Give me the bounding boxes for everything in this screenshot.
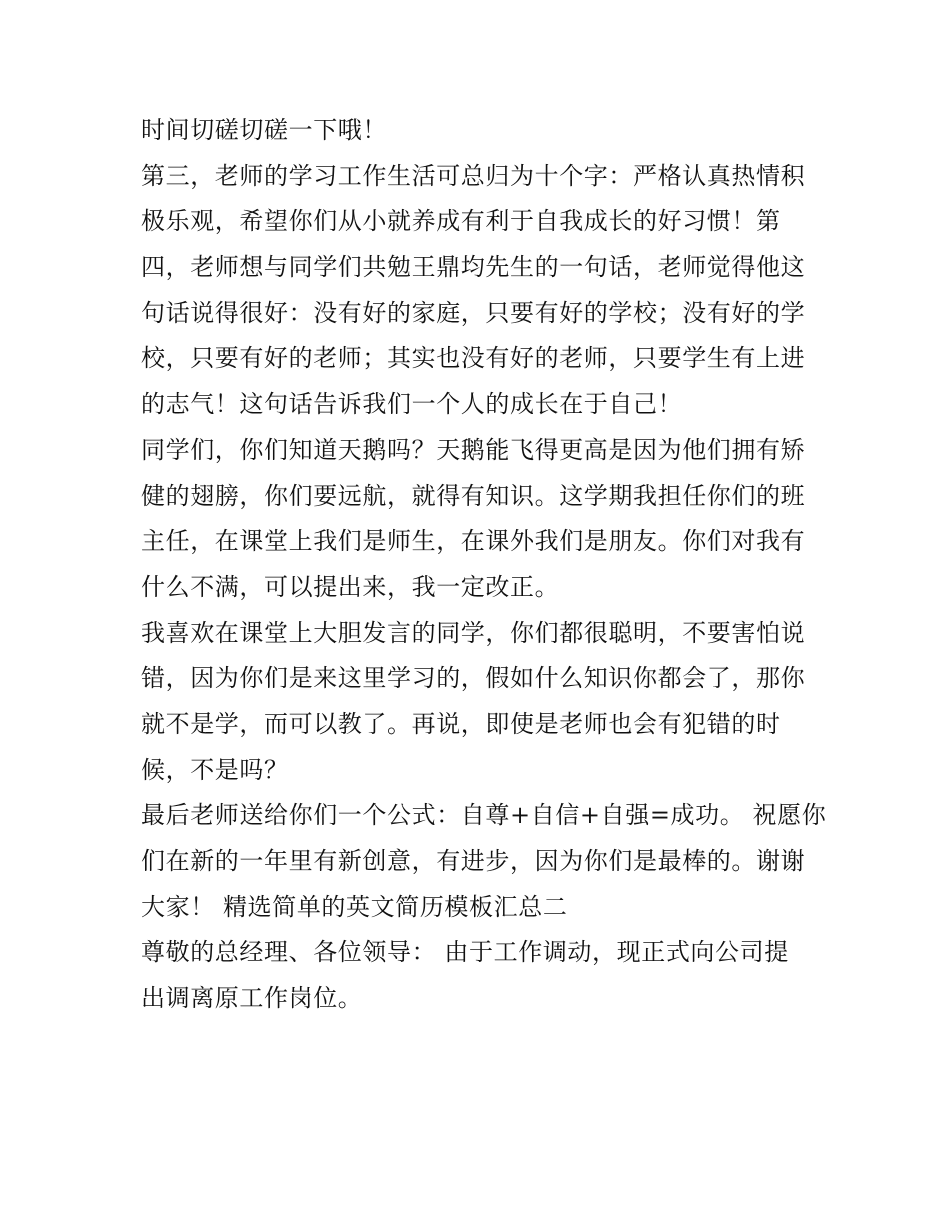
text-line: 主任，在课堂上我们是师生，在课外我们是朋友。你们对我有 xyxy=(141,527,806,556)
text-line: 句话说得很好：没有好的家庭，只要有好的学校；没有好的学 xyxy=(141,298,806,327)
text-line: 第三，老师的学习工作生活可总归为十个字：严格认真热情积 xyxy=(141,161,806,190)
text-line: 我喜欢在课堂上大胆发言的同学，你们都很聪明，不要害怕说 xyxy=(141,618,806,647)
text-line: 大家！ 精选简单的英文简历模板汇总二 xyxy=(141,892,568,921)
text-line: 四，老师想与同学们共勉王鼎均先生的一句话，老师觉得他这 xyxy=(141,253,806,282)
text-line: 出调离原工作岗位。 xyxy=(141,984,363,1013)
text-line: 就不是学，而可以教了。再说，即使是老师也会有犯错的时 xyxy=(141,709,781,738)
text-line: 尊敬的总经理、各位领导： 由于工作调动，现正式向公司提 xyxy=(141,938,789,967)
text-line: 什么不满，可以提出来，我一定改正。 xyxy=(141,572,560,601)
text-line: 候，不是吗？ xyxy=(141,755,289,784)
document-body xyxy=(141,108,827,1022)
text-line: 同学们，你们知道天鹅吗？天鹅能飞得更高是因为他们拥有矫 xyxy=(141,435,806,464)
text-line: 极乐观，希望你们从小就养成有利于自我成长的好习惯！第 xyxy=(141,207,781,236)
text-line: 最后老师送给你们一个公式：自尊+自信+自强=成功。 祝愿你 xyxy=(141,801,827,830)
text-line: 校，只要有好的老师；其实也没有好的老师，只要学生有上进 xyxy=(141,344,806,373)
text-line: 错，因为你们是来这里学习的，假如什么知识你都会了，那你 xyxy=(141,664,806,693)
text-line: 时间切磋切磋一下哦！ xyxy=(141,116,387,144)
text-line: 们在新的一年里有新创意，有进步，因为你们是最棒的。谢谢 xyxy=(141,847,806,875)
text-line: 的志气！这句话告诉我们一个人的成长在于自己！ xyxy=(141,390,683,419)
text-line: 健的翅膀，你们要远航，就得有知识。这学期我担任你们的班 xyxy=(141,481,806,510)
